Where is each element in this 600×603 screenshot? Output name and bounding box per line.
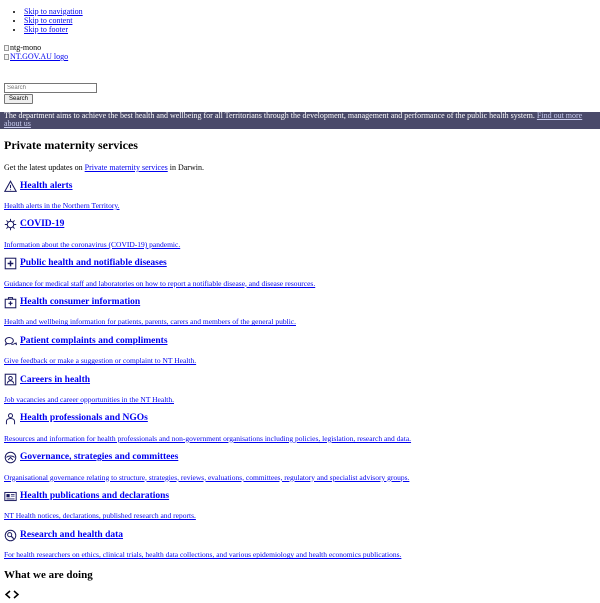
search-button[interactable]: Search (4, 94, 33, 104)
topic-cards (4, 178, 596, 566)
intro-text (4, 163, 204, 172)
virus-icon (4, 218, 17, 231)
card-description-link[interactable]: Health and wellbeing information for patients, parents, carers and members of the general public. (4, 317, 296, 327)
card-description-link[interactable]: Guidance for medical staff and laboratories on how to report a notifiable disease, and disease resources. (4, 278, 316, 288)
chevron-left-icon[interactable] (4, 590, 11, 603)
skip-to-navigation-link[interactable]: Skip to navigation (24, 7, 83, 16)
medical-box-icon (4, 257, 17, 270)
skip-links (0, 7, 83, 34)
card-title-link[interactable]: Health publications and declarations (20, 490, 170, 501)
intro-suffix: in Darwin. (169, 163, 204, 172)
find-out-more-link[interactable]: Find out more about us (4, 112, 583, 128)
ntg-mono-alt-text: ntg-mono (10, 43, 42, 52)
nt-gov-logo-link[interactable] (4, 52, 68, 61)
card-consumer-info (4, 294, 596, 333)
card-public-health (4, 256, 596, 295)
card-description-link[interactable]: Information about the coronavirus (COVID-19) pandemic. (4, 239, 181, 249)
intro-prefix: Get the latest updates on (4, 163, 83, 172)
card-professionals (4, 411, 596, 450)
section-heading: What we are doing (4, 569, 93, 581)
page-title: Private maternity services (4, 138, 138, 152)
card-research (4, 527, 596, 566)
card-complaints (4, 333, 596, 372)
card-description-link[interactable]: Health alerts in the Northern Territory. (4, 201, 120, 210)
compass-icon (4, 451, 17, 464)
card-description-link[interactable]: Give feedback or make a suggestion or complaint to NT Health. (4, 356, 197, 366)
broken-image-icon (4, 54, 9, 60)
id-badge-icon (4, 373, 17, 386)
carousel-controls (4, 590, 20, 603)
card-careers (4, 372, 596, 411)
card-covid-19 (4, 217, 596, 256)
card-title-link[interactable]: Patient complaints and compliments (20, 335, 168, 346)
card-description-link[interactable]: NT Health notices, declarations, published research and reports. (4, 511, 196, 521)
card-title-link[interactable]: Research and health data (20, 529, 124, 540)
card-title-link[interactable]: COVID-19 (20, 219, 65, 230)
card-description-link[interactable]: Organisational governance relating to structure, strategies, reviews, evaluations, committees, regulatory and specialist advisory groups. (4, 472, 410, 482)
card-title-link[interactable]: Public health and notifiable diseases (20, 258, 167, 269)
chat-bubbles-icon (4, 335, 17, 348)
card-description-link[interactable]: Resources and information for health professionals and non-government organisations including policies, legislation, research and data. (4, 433, 412, 443)
microscope-icon (4, 529, 17, 542)
warning-icon (4, 180, 17, 193)
card-governance (4, 450, 596, 489)
people-icon (4, 412, 17, 425)
card-health-alerts (4, 178, 596, 217)
card-title-link[interactable]: Health consumer information (20, 296, 141, 307)
private-maternity-link[interactable]: Private maternity services (84, 163, 168, 172)
broken-image-icon (4, 45, 9, 51)
skip-to-footer-link[interactable]: Skip to footer (24, 25, 68, 34)
card-description-link[interactable]: For health researchers on ethics, clinical trials, health data collections, and various epidemiology and health economics publications. (4, 550, 402, 560)
ntg-mono-logo (4, 43, 41, 52)
search-input[interactable] (4, 83, 97, 93)
card-description-link[interactable]: Job vacancies and career opportunities in the NT Health. (4, 394, 175, 404)
chevron-right-icon[interactable] (13, 590, 20, 603)
card-title-link[interactable]: Health professionals and NGOs (20, 413, 148, 424)
banner-text: The department aims to achieve the best health and wellbeing for all Territorians through the development, management and performance of the public health system. (4, 112, 535, 120)
department-banner (0, 112, 600, 129)
nt-gov-logo-alt-text: NT.GOV.AU logo (10, 52, 69, 61)
newspaper-icon (4, 490, 17, 503)
skip-to-content-link[interactable]: Skip to content (24, 16, 73, 25)
medical-kit-icon (4, 296, 17, 309)
card-title-link[interactable]: Health alerts (20, 180, 73, 191)
card-publications (4, 488, 596, 527)
card-title-link[interactable]: Governance, strategies and committees (20, 452, 179, 463)
card-title-link[interactable]: Careers in health (20, 374, 91, 385)
